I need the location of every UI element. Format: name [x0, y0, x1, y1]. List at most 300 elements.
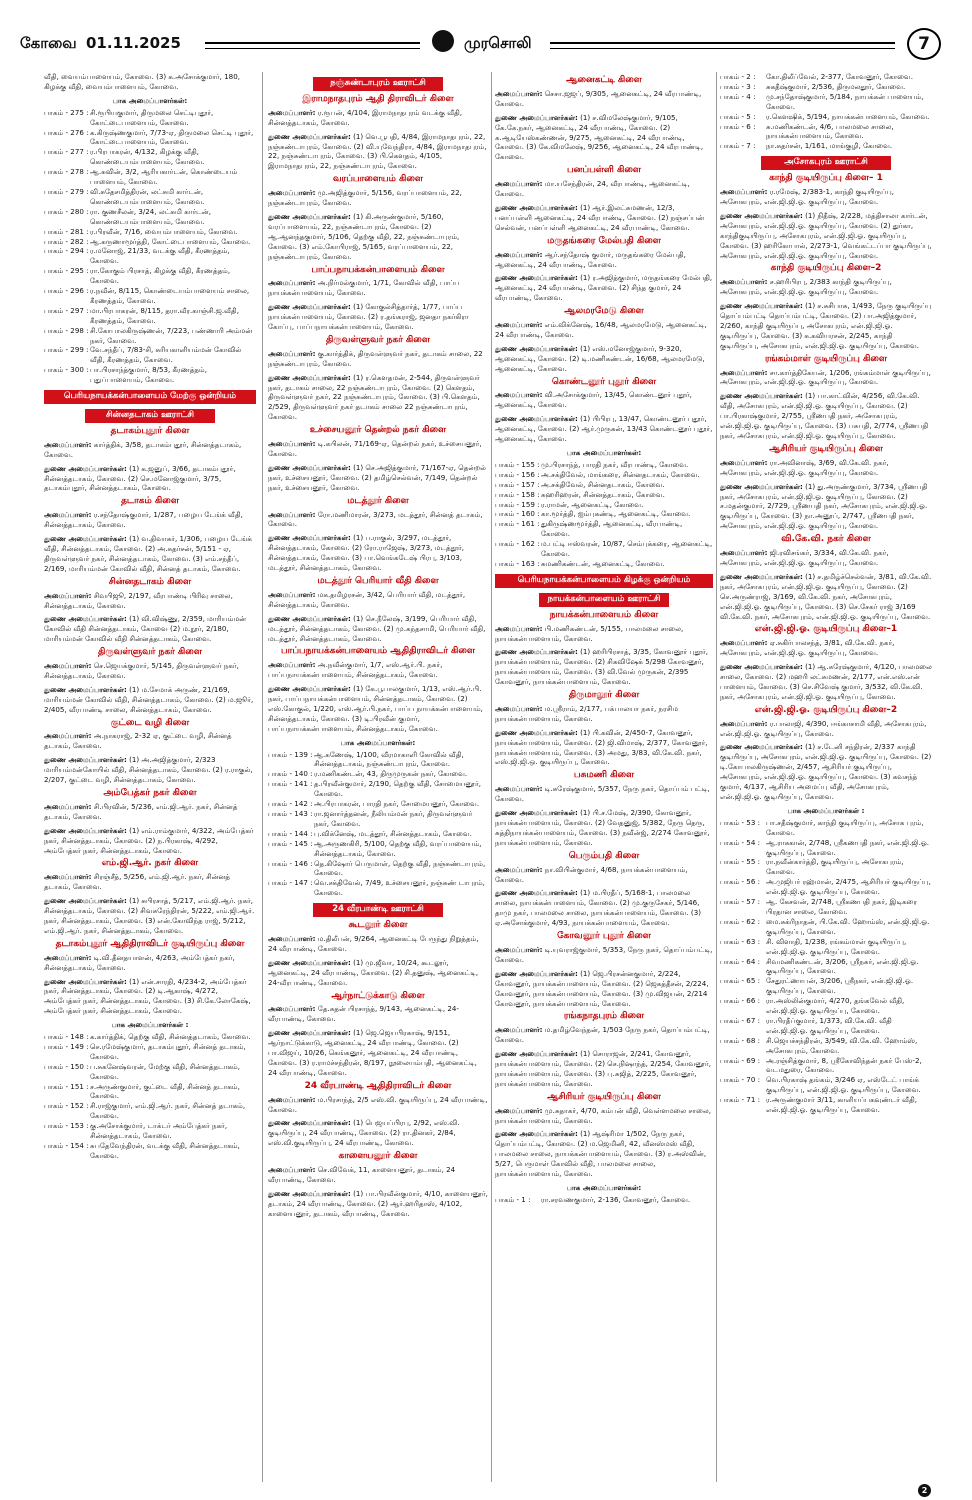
- organiser-entry: [268, 463, 488, 493]
- role-label: துணை அமைப்பாளர்கள்:: [720, 742, 803, 752]
- entry-text: (1) ர.அஜித்குமார், மருதங்கரை மேல்பதி, ஆனைகட்டி, 24 வீரபாண்டி, கோவை. (2) சிந்த குமார், 24 வீரபாண்டி, கோவை.: [495, 273, 713, 303]
- booth-organiser: க.கார்த்திக், தெற்கு வீதி, சின்னத்தடாகம், கோவை.: [90, 1032, 251, 1042]
- role-label: துணை அமைப்பாளர்கள்:: [44, 463, 127, 473]
- entry-text: ச.ஹரிபிரபு, 2/383 காந்தி குடியிருப்பு, அசோகபுரம், என்.ஜி.ஜி.ஓ. குடியிருப்பு, கோவை.: [720, 277, 892, 297]
- organiser-entry: [495, 888, 713, 928]
- panchayat-banner: சின்னதடாகம் ஊராட்சி: [85, 409, 215, 423]
- entry-text: செ.ஜெயக்குமார், 5/145, திருவள்ளுவர் நகர், சின்னத்தடாகம், கோவை.: [44, 661, 239, 680]
- booth-number: பாகம் - 149 :: [44, 1041, 89, 1051]
- organiser-entry: [495, 969, 713, 1009]
- panchayat-banner: நாயக்கன்பாளையம் ஊராட்சி: [539, 593, 669, 607]
- edition-date: 01.11.2025: [86, 34, 181, 52]
- entry-text: (1) வி.விஷ்ணு, 2/359, மாரியம்மன் கோவில் வீதி சின்னத்தடாகம், கோவை (2) ம.நூர், 2/180, மாரியம்மன் கோவில் வீதி சின்னத்தடாகம், கோவை.: [44, 614, 247, 644]
- booth-organiser: ரா.நவீன்கார்த்தி, குடியிருப்பு, அசோகபுரம், கோவை.: [766, 857, 904, 877]
- booth-row: [268, 779, 488, 799]
- organiser-entry: [268, 1004, 488, 1024]
- organiser-entry: [720, 277, 932, 297]
- booth-row: [44, 1121, 256, 1141]
- booth-number: பாகம் - 143 :: [268, 809, 313, 818]
- union-banner: பெரியநாயக்கன்பாளையம் கிழக்கு ஒன்றியம்: [495, 574, 713, 588]
- organiser-entry: [495, 344, 713, 374]
- entry-text: மா.யசேந்திரன், 24, வீரபாண்டி, ஆனைகட்டி, கோவை.: [495, 179, 690, 199]
- entry-text: (1) து.அருண்குமார், 3/734, ஸ்ரீணபதி நகர், அசோகபுரம், என்.ஜி.ஜி.ஓ. குடியிருப்பு, கோவை. (2) ச.மதன்குமார், 2/729, ஸ்ரீணபதி நகர், அசோகபுரம், என்.ஜி.ஜி.ஓ. குடியிருப்பு, கோவை. (3) நா.அனூப், 2/747, ஸ்ரீணபதி நகர், அசோகபுரம், என்.ஜி.ஜி.ஓ. குடியிருப்பு, கோவை.: [720, 481, 928, 531]
- booth-organiser: துகிருஷ்ணமூர்த்தி, ஆனைகட்டி, வீரபாண்டி, கோவை.: [541, 519, 683, 539]
- booth-row: [44, 1082, 256, 1102]
- organiser-entry: [44, 614, 256, 644]
- entry-text: (1) செ.அஜித்குமார், 71/167-ஏ, தென்றல் நகர், உச்சையனூர், கோவை. (2) தமிழ்செல்வன், 7/149, தென்றல் நகர், உச்சையனூர், கோவை.: [268, 462, 486, 492]
- booth-number: பாகம் - 56 :: [720, 877, 760, 887]
- role-label: துணை அமைப்பாளர்கள்:: [268, 613, 351, 623]
- booth-number: பாகம் - 282 :: [44, 236, 89, 246]
- branch-heading: என்.ஜி.ஜி.ஓ. குடியிருப்பு கிளை–1: [754, 624, 898, 635]
- union-banner: பெரியநாயக்கன்பாளையம் மேற்கு ஒன்றியம்: [44, 390, 256, 404]
- booth-organiser: ர.மணிகண்டன், 43, திருமுருகன் நகர், கோவை.: [314, 769, 468, 779]
- organiser-entry: [44, 896, 256, 936]
- role-label: அமைப்பாளர்:: [268, 589, 316, 599]
- role-label: துணை அமைப்பாளர்கள்:: [495, 1049, 578, 1059]
- booth-organiser: ச.அருண்குமார், குட்டை வீதி, சின்னத் தடாகம், கோவை.: [90, 1081, 240, 1101]
- booth-number: பாகம் - 158 :: [495, 489, 540, 499]
- booth-number: பாகம் - 55 :: [720, 857, 760, 867]
- column-1: [44, 72, 256, 1482]
- booth-organiser: கா.மூர்த்தி, ஐம்புகண்டி, ஆனைகட்டி, கோவை.: [541, 509, 691, 519]
- entry-text: ம.தமிழ்வேந்தன், 1/503 நேரு நகர், தொப்பம்பட்டி, கோவை.: [495, 1025, 710, 1045]
- booth-number: பாகம் - 141 :: [268, 779, 313, 789]
- booth-row: [720, 122, 932, 142]
- section-subtitle: பாக அமைப்பாளர்கள்:: [566, 1183, 642, 1192]
- entry-text: (1) அ.அஜித்குமார், 2/323 மாரியம்மன்கோயில் வீதி, சின்னத்தடாகம், கோவை. (2) ர.ராகுல், 2/207, குட்டை வழி, சின்னத்தடாகம், கோவை.: [44, 755, 253, 785]
- booth-number: பாகம் - 64 :: [720, 956, 760, 966]
- organiser-entry: [44, 440, 256, 460]
- section-subtitle: பாக அமைப்பாளர்கள்:: [566, 448, 642, 457]
- booth-row: [720, 72, 932, 82]
- booth-row: [268, 809, 488, 829]
- booth-organiser: வெ.பிரகாஷ் தங்கம், 3/246 ஏ, எஸ்டேட் பாங்க் குடியிருப்பு, என்.ஜி.ஜி.ஓ. குடியிருப்பு, கோவை.: [766, 1075, 921, 1095]
- booth-organiser: வி.சுதேசமித்திரன், லட்சுமி கார்டன், கொண்டையம்பாளையம், கோவை.: [90, 186, 205, 206]
- entry-text: ம.பிரசாந்த், 2/5 எஸ்.வி. குடியிருப்பு, 24 வீரபாண்டி, கோவை.: [268, 1094, 488, 1114]
- booth-row: [720, 877, 932, 897]
- entry-text: (1) ஆர்.இலட்சுமணன், 12/3, பனப்பள்ளி ஆனைகட்டி, 24 வீரபாண்டி, கோவை. (2) நஞ்சப்பன் செல்வன், பனப்பள்ளி ஆனைகட்டி, 24 வீரபாண்டி, கோவை.: [495, 202, 705, 232]
- organiser-entry: [268, 278, 488, 298]
- entry-text: கார்த்திக், 3/58, தடாகம்புதூர், சின்னத்தடாகம், கோவை.: [44, 439, 242, 459]
- branch-heading: ஆனைகட்டி கிளை: [566, 75, 642, 85]
- entry-text: (1) பிபிரபு, 13/47, கொண்டனூர் புதூர், ஆனைகட்டி, கோவை. (2) ஆர்.முருகன், 13/43 கொண்டனூர் புதூர், ஆனைகட்டி, கோவை.: [495, 414, 713, 444]
- organiser-entry: [495, 390, 713, 410]
- organiser-entry: [268, 533, 488, 573]
- footer-page-mark: 2: [918, 1484, 931, 1497]
- role-label: அமைப்பாளர்:: [268, 348, 316, 358]
- booth-number: பாகம் - 62 :: [720, 916, 760, 926]
- branch-heading: நாயக்கன்பாளையம் கிளை: [549, 609, 659, 620]
- organiser-entry: [720, 482, 932, 532]
- entry-text: டி.கபிலன், 71/169-ஏ, தென்றல் நகர், உச்சையனூர், கோவை.: [268, 439, 482, 458]
- booth-row: [720, 1016, 932, 1036]
- branch-heading: கோவனூர் புதூர் கிளை: [557, 931, 651, 942]
- booth-number: பாகம் - 153 :: [44, 1121, 89, 1131]
- role-label: துணை அமைப்பாளர்கள்:: [495, 1129, 578, 1139]
- booth-organiser: ரா.அஸ்லின்குமார், 4/270, தங்கவேல் வீதி, என்.ஜி.ஜி.ஓ. குடியிருப்பு, கோவை.: [766, 996, 905, 1016]
- role-label: துணை அமைப்பாளர்கள்:: [268, 533, 351, 543]
- branch-heading: காந்தி குடியிருப்பு கிளை– 1: [769, 173, 883, 184]
- role-label: துணை அமைப்பாளர்கள்:: [268, 462, 351, 472]
- booth-number: பாகம் - 276 :: [44, 127, 89, 137]
- role-label: துணை அமைப்பாளர்கள்:: [495, 727, 578, 737]
- branch-heading: கொண்டனூர் புதூர் கிளை: [551, 376, 657, 387]
- branch-heading: பாப்பநாயக்கன்பாளையம் கிளை: [311, 264, 445, 275]
- entry-text: (1) எம்.ராம்குமார், 4/322, அம்பேத்கர் நகர், சின்னத்தடாகம், கோவை. (2) ந.பிரகாஷ், 4/292, அம்பேத்கர் நகர், சின்னத்தடாகம், கோவை.: [44, 825, 254, 855]
- role-label: அமைப்பாளர்:: [720, 718, 768, 728]
- organiser-entry: [720, 211, 932, 261]
- role-label: அமைப்பாளர்:: [495, 320, 543, 330]
- organiser-entry: [268, 958, 488, 988]
- booth-number: பாகம் - 295 :: [44, 266, 89, 276]
- entry-text: நா.விபின்குமார், 4/68, நாயக்கன்பாளையம், கோவை.: [495, 864, 688, 884]
- booth-number: பாகம் - 148 :: [44, 1032, 89, 1042]
- role-label: அமைப்பாளர்:: [44, 872, 92, 882]
- entry-text: டி.சுரேஷ்குமார், 5/357, நேரு நகர், தொப்பம் பட்டி, கோவை.: [495, 784, 710, 804]
- organiser-entry: [720, 391, 932, 441]
- organiser-entry: [495, 624, 713, 644]
- booth-row: [720, 1095, 932, 1115]
- organiser-entry: [44, 510, 256, 530]
- branch-heading: ஆர்நாட்டுக்காடு கிளை: [331, 990, 425, 1001]
- booth-row: [44, 306, 256, 326]
- booth-row: [44, 187, 256, 207]
- role-label: அமைப்பாளர்:: [495, 944, 543, 954]
- booth-organiser: வெ.சக்திவேல், 7/49, உச்சையனூர், நஞ்சுண் டாபுரம், கோவை.: [314, 878, 485, 898]
- branch-heading: 24 வீரபாண்டி ஆதிதிராவிடர் கிளை: [304, 1080, 452, 1091]
- panchayat-banner: நஞ்சுண்டாபுரம் ஊராட்சி: [313, 77, 443, 91]
- booth-row: [720, 112, 932, 122]
- booth-organiser: கோ.திலீப்வேல், 2-377, கோவனூர், கோவை.: [766, 72, 913, 81]
- organiser-entry: [268, 302, 488, 332]
- role-label: அமைப்பாளர்:: [44, 510, 92, 520]
- booth-organiser: பா.சதீஷ்குமார், காந்தி குடியிருப்பு, அசோக புரம், கோவை.: [766, 817, 924, 837]
- role-label: துணை அமைப்பாளர்கள்:: [720, 571, 803, 581]
- entry-text: சி.பிரவின், 5/236, எம்.ஜி.ஆர். நகர், சின்னத் தடாகம், கோவை.: [44, 801, 238, 821]
- booth-organiser: நா.சுதர்சன், 1/161, மாங்குழி, கோவை.: [766, 141, 893, 151]
- booth-row: [720, 818, 932, 838]
- masthead-rule-left: [205, 42, 420, 49]
- branch-heading: வரப்பாளையம் கிளை: [332, 174, 424, 185]
- booth-number: பாகம் - 2 :: [720, 72, 756, 81]
- booth-number: பாகம் - 3 :: [720, 81, 756, 91]
- role-label: துணை அமைப்பாளர்கள்:: [44, 976, 127, 986]
- role-label: அமைப்பாளர்:: [495, 88, 543, 98]
- branch-heading: திருவள்ளுவர் நகர் கிளை: [98, 647, 202, 658]
- booth-organiser: ரா.ஜனார்த்தனன், நீலியம்மன் நகர், திருவள்ளுவர் நகர், கோவை.: [314, 809, 473, 828]
- booth-organiser: சுமணிகண்டன், ஆனைகட்டி, கோவை.: [541, 558, 665, 568]
- booth-organiser: அ.முஜிபர் ரஹ்மான், 2/475, ஆசிரியர் குடியிருப்பு, என்.ஜி.ஜி.ஓ. குடியிருப்பு, கோவை.: [766, 877, 931, 897]
- booth-row: [268, 839, 488, 859]
- booth-organiser: ரா. குணசீலன், 3/24, லட்சுமி கார்டன், கொண்டையம்பாளையம், கோவை.: [90, 206, 211, 226]
- booth-row: [44, 237, 256, 247]
- booth-organiser: மா.பிரபாகரன், 8/115, தரா.வீர.காஞ்சி.ஜ.வீதி, கீரணத்தம், கோவை.: [90, 305, 239, 325]
- column-2: [268, 72, 488, 1482]
- entry-text: மக.தமிழரசன், 3/42, பெரியார் வீதி, மடத்தூர், சின்னத்தடாகம், கோவை.: [268, 589, 466, 609]
- role-label: அமைப்பாளர்:: [268, 1094, 316, 1104]
- booth-organiser: ஆ.சுவின், 3/2, ஆரியகார்டன், கொண்டையம் பாளையம், கோவை.: [90, 167, 238, 187]
- booth-row: [495, 519, 713, 539]
- branch-heading: பெரும்பதி கிளை: [568, 850, 640, 861]
- branch-heading: ஆலமரமேடு கிளை: [564, 306, 644, 317]
- entry-text: சிவபிஜூ, 2/197, வீரபாண்டி பிரிவு சாலை, சின்னத்தடாகம், கோவை.: [44, 590, 233, 610]
- column-3: [495, 72, 713, 1482]
- organiser-entry: [495, 647, 713, 687]
- booth-organiser: வே.சந்தீப், 7/83-சி, சுரியகாளியம்மன் கோவில் வீதி, கீரணத்தம், கோவை.: [90, 345, 242, 365]
- organiser-entry: [44, 685, 256, 715]
- booth-row: [268, 769, 488, 779]
- organiser-entry: [268, 1165, 488, 1185]
- booth-row: [720, 141, 932, 151]
- role-label: துணை அமைப்பாளர்கள்:: [44, 684, 127, 694]
- entry-text: டி.யுவராஜ்குமார், 5/353, நேரு நகர், தொப்பம்பட்டி, கோவை.: [495, 944, 713, 964]
- booth-organiser: தெ.கிஷோர் பெருமாள், தெற்கு வீதி, நஞ்சுண்டாபுரம், கோவை.: [314, 858, 486, 878]
- entry-text: (1) ச.தமிழ்ச்செல்வன், 3/81, வி.கே.வி. நகர், அசோகபுரம், என்.ஜி.ஜி.ஓ. குடியிருப்பு, கோவை. (2) செ.அருண்ராஜ், 3/169, வி.கே.வி. நகர், அசோகபுரம், என்.ஜி.ஜி.ஓ. குடியிருப்பு, கோவை. (3) செ.சேகர் ராஜ் 3/169 வி.கே.வி. நகர், அசோகபுரம், என்.ஜி.ஜி.ஓ. குடியிருப்பு, கோவை.: [720, 571, 932, 621]
- booth-row: [495, 480, 713, 490]
- column-divider: [491, 72, 492, 1482]
- role-label: துணை அமைப்பாளர்கள்:: [268, 684, 351, 694]
- entry-text: (1) க.ஜனுப், 3/66, தடாகம்புதூர், சின்னத்தடாகம், கோவை. (2) செ.மனோஜ்குமார், 3/75, தடாகம்புதூர், சின்னத்தடாகம், கோவை.: [44, 463, 236, 493]
- booth-organiser: சி.ராஜ்குமார், எம்.ஜி.ஆர். நகர், சின்னத் தடாகம், கோவை.: [90, 1101, 246, 1121]
- booth-row: [44, 167, 256, 187]
- booth-number: பாகம் - 139 :: [268, 749, 313, 759]
- entry-text: (1) ச.விமலேஷ்குமார், 9/105, கே.கே.நகர், ஆனைகட்டி, 24 வீரபாண்டி, கோவை. (2) க.ஆடியேஸ்கண்ணன், 9/275, ஆனைகட்டி, 24 வீரபாண்டி, கோவை. (3) கே.விமலேஷ், 9/256, ஆனைகட்டி, 24 வீரபாண்டி, கோவை.: [495, 112, 704, 162]
- booth-row: [44, 147, 256, 167]
- entry-text: ரா.அவினாஷ், 3/69, வி.கே.வி. நகர், அசோகபுரம், என்.ஜி.ஜி.ஓ. குடியிருப்பு, கோவை.: [720, 457, 889, 477]
- role-label: துணை அமைப்பாளர்கள்:: [495, 888, 578, 898]
- branch-heading: ரங்கம்மாள் குடியிருப்பு கிளை: [765, 353, 887, 364]
- role-label: அமைப்பாளர்:: [268, 933, 316, 943]
- booth-number: பாகம் - 151 :: [44, 1081, 89, 1091]
- role-label: அமைப்பாளர்:: [44, 801, 92, 811]
- entry-text: (1) ம.சேமாக் அருண், 21/169, மாரியம்மன் கோவில் வீதி, சின்னத்தடாகம், கோவை. (2) ம.ஜூர், 2/405, வீரபாண்டி சாலை, சின்னத்தடாகம், கோவை.: [44, 684, 254, 714]
- booth-number: பாகம் - 275 :: [44, 107, 89, 117]
- sun-logo-icon: [432, 30, 454, 52]
- role-label: அமைப்பாளர்:: [720, 548, 768, 558]
- branch-heading: இராமநாதபுரம் ஆதி திராவிடர் கிளை: [302, 93, 454, 104]
- entry-text: (1) எஸ்.மனோஜ்குமார், 9-320, ஆனைகட்டி, கோவை. (2) டி.மணிகண்டன், 16/68, ஆலமரமேடு, ஆனைகட்டி, கோவை.: [495, 343, 705, 373]
- booth-row: [44, 1032, 256, 1042]
- booth-row: [720, 937, 932, 957]
- organiser-entry: [44, 872, 256, 892]
- role-label: துணை அமைப்பாளர்கள்:: [720, 301, 803, 311]
- booth-number: பாகம் - 298 :: [44, 325, 89, 335]
- booth-organiser: சுஹரிஹரன், சின்னத்தடாகம், கோவை.: [541, 489, 665, 499]
- booth-row: [495, 539, 713, 559]
- organiser-entry: [720, 742, 932, 801]
- entry-text: (1) பெஜயப்பிரபு, 2/92, எஸ்.வி. குடியிருப்பு, 24 வீரபாண்டி, கோவை. (2) ரா.தினகர், 2/84, எஸ்.வி.குடியிருப்பு, 24 வீரபாண்டி, கோவை.: [268, 1118, 460, 1148]
- branch-heading: ஆசிரியர் குடியிருப்பு கிளை: [547, 1091, 661, 1102]
- booth-organiser: ஆ.கணேஷ், 1/100, வீரமாகாளி கோவில் வீதி, சின்னத்தடாகம், நஞ்சுண்டாபுரம், கோவை.: [314, 749, 464, 769]
- organiser-entry: [44, 755, 256, 785]
- organiser-entry: [495, 179, 713, 199]
- entry-text: (1) சொராஜன், 2/241, கோவனூர், நாயக்கன்பாளையம், கோவை. (2) செ.நிஷாந்த், 2/254, கோவனூர், நாயக்கன்பாளையம், கோவை. (3) பு.சுஜித், 2/225, கோவனூர், நாயக்கன்பாளையம், கோவை.: [495, 1049, 711, 1088]
- role-label: அமைப்பாளர்:: [44, 952, 92, 962]
- booth-row: [720, 917, 932, 937]
- organiser-entry: [268, 188, 488, 208]
- booth-organiser: ஆ.ராசுகான், 2/748, ஸ்ரீகணபதி நகர், என்.ஜி.ஜி.ஓ. குடியிருப்பு, கோவை.: [766, 837, 930, 857]
- booth-row: [720, 1056, 932, 1076]
- booth-row: [495, 509, 713, 519]
- booth-organiser: மு.பிரசாந்த், பாரதி நகர், வீரபாண்டி, கோவை.: [541, 459, 689, 469]
- booth-organiser: ர.பிரவீன், 7/16, வையம்பாளையம், கோவை.: [90, 226, 238, 236]
- booth-organiser: சேதுரட்ணாபன், 3/206, ஸ்ரீநகர், என்.ஜி.ஜி.ஓ. குடியிருப்பு, கோவை.: [766, 976, 914, 996]
- booth-row: [268, 750, 488, 770]
- entry-text: ரோ.மணிமாரன், 3/273, மடத்தூர், சின்னத் தடாகம், கோவை.: [268, 509, 483, 529]
- role-label: துணை அமைப்பாளர்கள்:: [44, 614, 127, 624]
- organiser-entry: [268, 1189, 488, 1219]
- organiser-entry: [720, 572, 932, 622]
- booth-row: [495, 559, 713, 569]
- section-subtitle: பாக அமைப்பாளர்கள்:: [340, 737, 416, 747]
- entry-text: (1) செ.நீலேஷ், 3/199, பெரியார் வீதி, மடத்தூர், சின்னத்தடாகம், கோவை. (2) மு.கந்தசாமி, பெரியார் வீதி, மடத்தூர், சின்னத்தடாகம், கோவை.: [268, 613, 486, 643]
- organiser-entry: [44, 802, 256, 822]
- entry-text: பி.மணிகண்டன், 5/155, பாலமலை சாலை, நாயக்கன்பாளையம், கோவை.: [495, 623, 684, 643]
- entry-text: ர.சந்தோஷ்குமார், 1/287, பழைய டேங்க் வீதி, சின்னத்தடாகம், கோவை.: [44, 510, 243, 530]
- role-label: துணை அமைப்பாளர்கள்:: [720, 481, 803, 491]
- organiser-entry: [495, 1106, 713, 1126]
- booth-number: பாகம் - 70 :: [720, 1075, 760, 1085]
- booth-organiser: பு.விக்னேஷ், மடத்தூர், சின்னத்தடாகம், கோவை.: [314, 828, 472, 838]
- booth-row: [495, 1195, 713, 1205]
- entry-text: ர.ரூபன், 4/104, இராமநாதபுரம் வடக்கு வீதி, சின்னத்தடாகம், கோவை.: [268, 107, 463, 127]
- booth-row: [44, 365, 256, 385]
- entry-text: (1) கோகுல்சித்தார்த், 1/77, பாப்ப நாயக்கன்பாளையம், கோவை. (2) ர.தங்கராஜ், ஜனதா நகர்கிரா கோப்பு, பாப்பநாயக்கன்பாளையம், கோவை.: [268, 302, 469, 332]
- booth-organiser: ம.பட்டி ஈஸ்வரன், 10/87, செம்புக்கரை, ஆனைகட்டி, கோவை.: [541, 539, 713, 559]
- organiser-entry: [720, 187, 932, 207]
- column-divider: [262, 72, 263, 1482]
- organiser-entry: [720, 368, 932, 388]
- entry-text: கு.கார்த்திக், திருவள்ளுவர் நகர், தடாகம் சாலை, 22 நஞ்சுண்டாபுரம், கோவை.: [268, 348, 483, 368]
- edition-city: கோவை: [20, 34, 77, 52]
- role-label: துணை அமைப்பாளர்கள்:: [720, 662, 803, 672]
- branch-heading: மருதங்கரை மேல்பதி கிளை: [547, 235, 661, 246]
- organiser-entry: [268, 1095, 488, 1115]
- role-label: துணை அமைப்பாளர்கள்:: [495, 112, 578, 122]
- section-subtitle: பாக அமைப்பாளர்கள் :: [111, 1020, 189, 1030]
- booth-organiser: ர.அருண்குமார் 3/11, காளியப்பகவுண்டர் வீதி, என்.ஜி.ஜி.ஓ. குடியிருப்பு, கோவை.: [766, 1095, 918, 1115]
- booth-organiser: சி.ரூபியகுமார், திருமலை செட்டிபுதூர், கோட்டைபாளையம், கோவை.: [90, 107, 214, 127]
- entry-text: செ.விவேக், 11, காளையனூர், தடாகம், 24 வீரபாண்டி, கோவை.: [268, 1165, 456, 1184]
- entry-text: ர.ரமேஷ், 2/383-1, காந்தி குடியிருப்பு, அசோகபுரம், என்.ஜி.ஜி.ஓ. குடியிருப்பு, கோவை.: [720, 187, 895, 206]
- booth-number: பாகம் - 144 :: [268, 828, 313, 838]
- booth-row: [44, 246, 256, 266]
- role-label: அமைப்பாளர்:: [720, 187, 768, 197]
- branch-heading: அம்பேத்கர் நகர் கிளை: [103, 788, 197, 798]
- role-label: அமைப்பாளர்:: [495, 179, 543, 189]
- role-label: அமைப்பாளர்:: [268, 1004, 316, 1014]
- booth-row: [268, 799, 488, 809]
- section-subtitle: பாக அமைப்பாளர்கள்:: [112, 95, 188, 105]
- entry-text: (1) கே.பூபாலகுமார், 1/13, எஸ்.ஆர்.பி. நகர், பாப்பநாயக்கன்பாளையம், சின்னத்தடாகம், கோவை. (2) எஸ்.கோகுல், 1/220, எஸ்.ஆர்.பி.நகர், பாப்ப நாயக்கன்பாளையம், சின்னத்தடாகம், கோவை. (3) டி.பிரவீன் குமார், பாப்பநாயக்கன்பாளையம், சின்னத்தடாகம், கோவை.: [268, 684, 483, 733]
- organiser-entry: [268, 373, 488, 423]
- organiser-entry: [268, 349, 488, 369]
- booth-number: பாகம் - 152 :: [44, 1101, 89, 1111]
- booth-row: [44, 1062, 256, 1082]
- organiser-entry: [495, 250, 713, 270]
- organiser-entry: [495, 945, 713, 965]
- organiser-entry: [495, 113, 713, 163]
- booth-organiser: மை.சுக்ரிநாதன், பி.கே.வி. ஹோம்ஸ், என்.ஜி.ஜி.ஓ. குடியிருப்பு, கோவை.: [766, 916, 930, 936]
- role-label: துணை அமைப்பாளர்கள்:: [495, 343, 578, 353]
- booth-row: [720, 976, 932, 996]
- booth-row: [720, 897, 932, 917]
- organiser-entry: [495, 203, 713, 233]
- booth-number: பாகம் - 150 :: [44, 1061, 89, 1071]
- booth-organiser: அ.ரஞ்சித்குமார், 8, ஸ்ரீகோவிந்தன் நகர் பேஸ்-2, வடமதுரை, கோவை.: [766, 1055, 922, 1075]
- role-label: துணை அமைப்பாளர்கள்:: [495, 808, 578, 818]
- entry-text: செசா.ஜஜப், 9/305, ஆனைகட்டி, 24 வீரபாண்டி, கோவை.: [495, 88, 702, 108]
- booth-organiser: கு.அசோக்குமார், டாக்டர் அம்பேத்கர் நகர், சின்னத்தடாகம், கோவை.: [90, 1121, 228, 1141]
- panchayat-banner: அசோகபுரம் ஊராட்சி: [761, 156, 891, 170]
- role-label: அமைப்பாளர்:: [720, 638, 768, 648]
- page-number: 7: [907, 28, 941, 60]
- organiser-entry: [268, 212, 488, 262]
- role-label: துணை அமைப்பாளர்கள்:: [495, 414, 578, 424]
- booth-number: பாகம் - 7 :: [720, 141, 756, 151]
- entry-text: மு.அஜித்குமார், 5/156, வரப்பாளையம், 22, நஞ்சுண்டாபுரம், கோவை.: [268, 188, 462, 208]
- role-label: அமைப்பாளர்:: [268, 660, 316, 670]
- role-label: துணை அமைப்பாளர்கள்:: [268, 211, 351, 221]
- booth-organiser: சிவமணிகண்டன், 3/206, ஸ்ரீநகர், என்.ஜி.ஜி.ஓ. குடியிருப்பு, கோவை.: [766, 956, 919, 976]
- role-label: துணை அமைப்பாளர்கள்:: [44, 755, 127, 765]
- role-label: அமைப்பாளர்:: [495, 703, 543, 713]
- booth-number: பாகம் - 53 :: [720, 817, 760, 827]
- booth-number: பாகம் - 146 :: [268, 858, 313, 868]
- booth-number: பாகம் - 66 :: [720, 996, 760, 1006]
- booth-row: [495, 490, 713, 500]
- role-label: அமைப்பாளர்:: [720, 277, 768, 287]
- organiser-entry: [268, 132, 488, 172]
- booth-row: [44, 128, 256, 148]
- booth-row: [268, 878, 488, 898]
- role-label: அமைப்பாளர்:: [495, 249, 543, 259]
- organiser-entry: [44, 661, 256, 681]
- organiser-entry: [720, 301, 932, 351]
- booth-row: [44, 227, 256, 237]
- booth-organiser: ரா.கோகும் பிரசாத், கிழக்கு வீதி, கீரணத்தம், கோவை.: [90, 266, 231, 286]
- organiser-entry: [268, 1118, 488, 1148]
- role-label: அமைப்பாளர்:: [495, 390, 543, 400]
- booth-number: பாகம் - 67 :: [720, 1015, 760, 1025]
- booth-number: பாகம் - 147 :: [268, 878, 313, 888]
- booth-row: [720, 82, 932, 92]
- booth-organiser: சுகதீஷ்குமார், 2/536, திருமலதூர், கோவை.: [766, 81, 906, 91]
- entry-text: சிரஞ்சீத், 5/256, எம்.ஜி.ஆர். நகர், சின்னத் தடாகம், கோவை.: [44, 872, 231, 892]
- role-label: துணை அமைப்பாளர்கள்:: [495, 202, 578, 212]
- branch-heading: பனப்பள்ளி கிளை: [566, 165, 642, 176]
- branch-heading: சின்னதடாகம் கிளை: [108, 576, 192, 587]
- organiser-entry: [44, 591, 256, 611]
- role-label: அமைப்பாளர்:: [495, 623, 543, 633]
- booth-number: பாகம் - 299 :: [44, 345, 89, 355]
- booth-number: பாகம் - 156 :: [495, 469, 540, 479]
- entry-text: சா.கார்த்திகேயன், 1/206, ரங்கம்மாள் குடியிருப்பு, அசோகபுரம், என்.ஜி.ஜி.ஓ. குடியிருப்பு, கோவை.: [720, 367, 931, 387]
- branch-heading: எம்.ஜி.ஆர். நகர் கிளை: [101, 858, 199, 869]
- booth-row: [268, 829, 488, 839]
- organiser-entry: [44, 72, 256, 92]
- booth-number: பாகம் - 140 :: [268, 769, 313, 779]
- entry-text: (1) ச.டேனி சந்திரன், 2/337 காந்தி குடியிருப்பு, அசோகபுரம், என்.ஜி.ஜி.ஓ. குடியிருப்பு, கோவை. (2) டி.கோபாலகிருஷ்ணன், 2/457, ஆசிரியர் குடியிருப்பு, அசோகபுரம், என்.ஜி.ஜி.ஓ. குடியிருப்பு, கோவை. (3) கவசந்த் குமார், 4/137, ஆசிரிய அமைப்பு வீதி, அசோகபுரம், என்.ஜி.ஜி.ஓ. குடியிருப்பு, கோவை.: [720, 742, 932, 801]
- branch-heading: திருமாலூர் கிளை: [568, 690, 640, 701]
- booth-organiser: சு.மணிகண்டன், 4/6, பாலமலை சாலை, நாயக்கன்பாளையம், கோவை.: [766, 121, 894, 141]
- booth-number: பாகம் - 157 :: [495, 479, 540, 489]
- organiser-entry: [44, 826, 256, 856]
- role-label: துணை அமைப்பாளர்கள்:: [268, 302, 351, 312]
- role-label: அமைப்பாளர்:: [268, 278, 316, 288]
- entry-text: ம.திலீபன், 9/264, ஆனைகட்டி பேருந்து நிறுத்தம், 24 வீரபாண்டி, கோவை.: [268, 933, 479, 953]
